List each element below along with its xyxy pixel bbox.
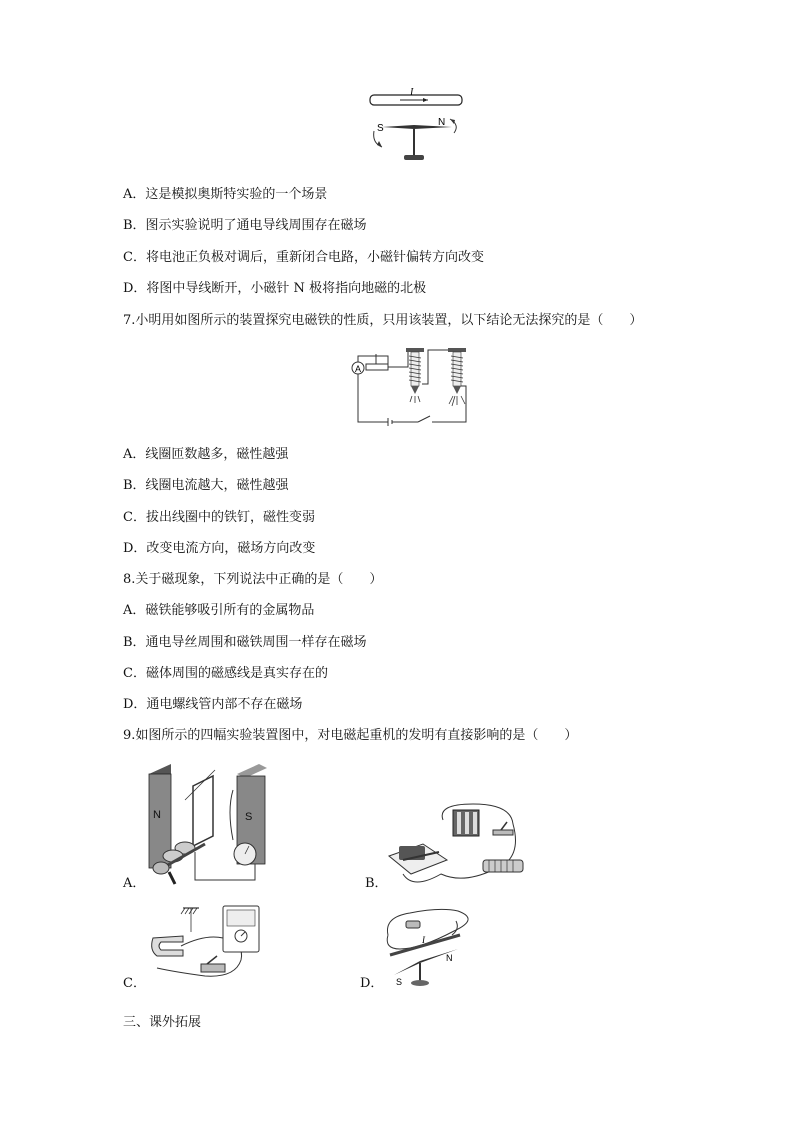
q9-option-d-label: D． [360,976,384,991]
q6-option-b: B．图示实验说明了通电导线周围存在磁场 [123,218,367,233]
q9-figure-d [380,905,490,995]
q6-option-d: D．将图中导线断开，小磁针 N 极将指向地磁的北极 [123,281,427,296]
magnet-n-label: N [153,809,161,821]
q6-option-a: A．这是模拟奥斯特实验的一个场景 [123,187,328,202]
q8-option-a: A．磁铁能够吸引所有的金属物品 [123,603,315,618]
q7-option-a: A．线圈匝数越多，磁性越强 [123,447,289,462]
q9-figure-b [383,800,533,890]
q8-option-c: C．磁体周围的磁感线是真实存在的 [123,666,328,681]
q8-stem: 8.关于磁现象，下列说法中正确的是（ ） [123,572,383,587]
magnet-s-label: S [245,811,253,823]
q7-stem: 7.小明用如图所示的装置探究电磁铁的性质，只用该装置，以下结论无法探究的是（ ） [123,313,643,328]
north-label: N [438,117,446,128]
electromagnet-circuit-figure [348,344,473,430]
q8-option-b: B．通电导丝周围和磁铁周围一样存在磁场 [123,635,367,650]
q9-option-c-label: C． [123,976,146,991]
current-label-d: I [422,935,425,945]
q9-stem: 9.如图所示的四幅实验装置图中，对电磁起重机的发明有直接影响的是（ ） [123,728,578,743]
q9-option-a-label: A． [123,876,146,891]
needle-s-label: S [396,977,403,987]
q9-figure-a [145,760,275,890]
oersted-figure [362,85,472,175]
q6-option-c: C．将电池正负极对调后，重新闭合电路，小磁针偏转方向改变 [123,250,484,265]
south-label: S [377,123,384,134]
q7-option-d: D．改变电流方向，磁场方向改变 [123,541,316,556]
q8-option-d: D．通电螺线管内部不存在磁场 [123,697,303,712]
current-label: I [410,87,414,98]
section-title: 三、课外拓展 [123,1015,202,1030]
ammeter-label: A [355,364,362,374]
needle-n-label: N [446,953,453,963]
q7-option-c: C．拔出线圈中的铁钉，磁性变弱 [123,510,315,525]
q9-figure-c [145,900,275,990]
rheostat [366,364,388,370]
q7-option-b: B．线圈电流越大，磁性越强 [123,478,289,493]
q9-option-b-label: B． [365,876,388,891]
